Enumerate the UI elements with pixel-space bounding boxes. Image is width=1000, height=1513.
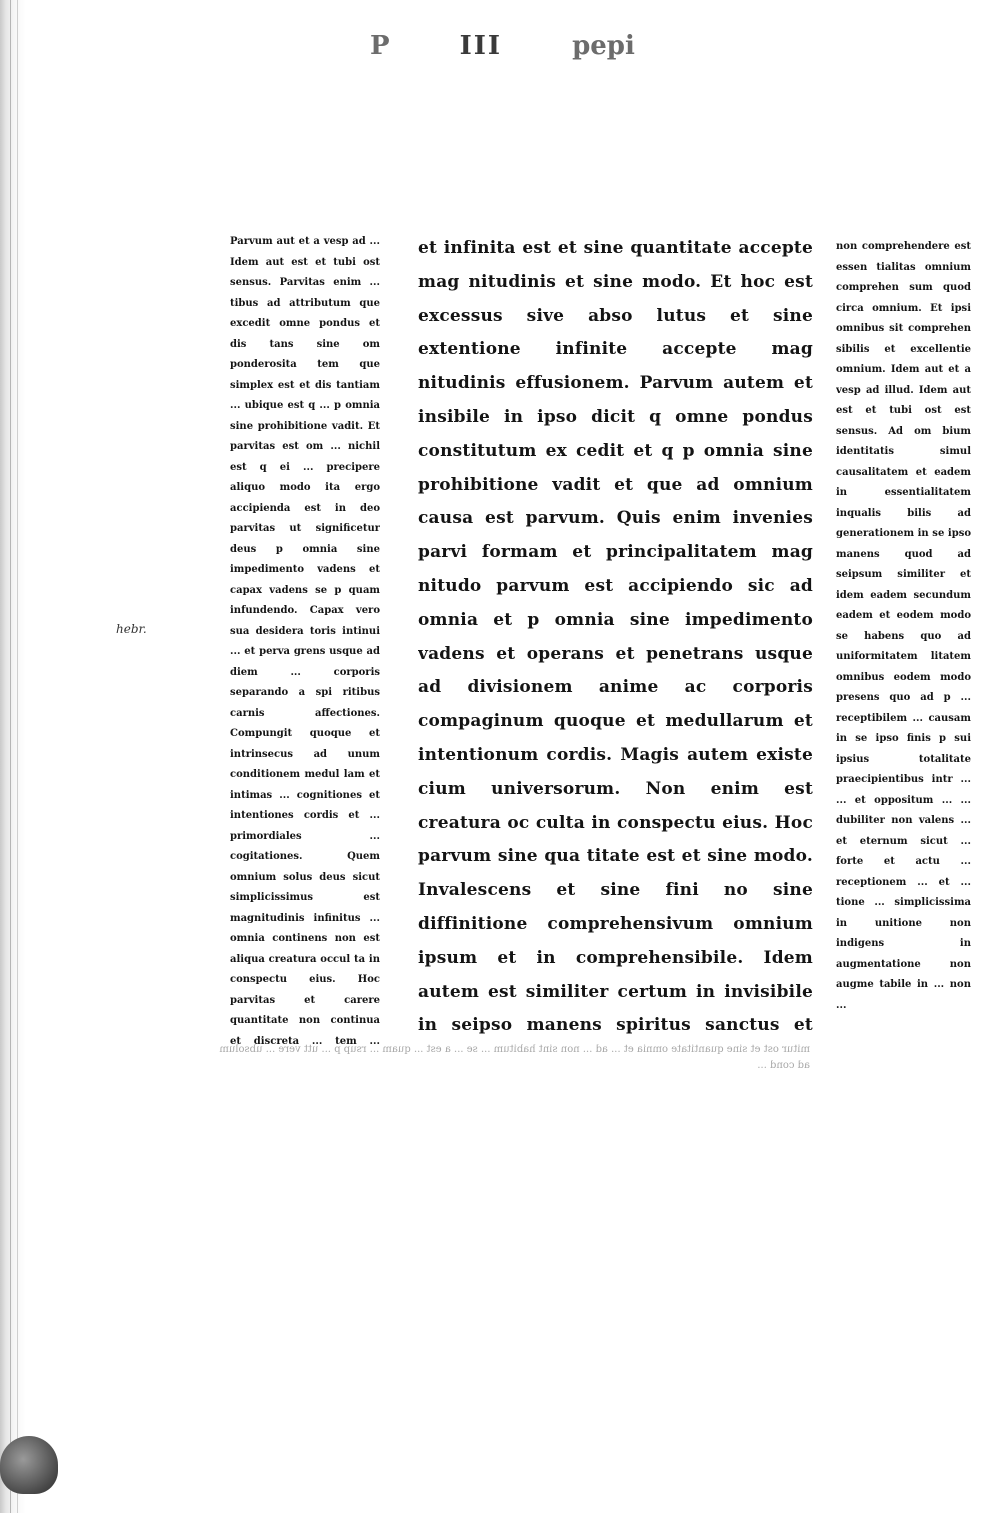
page-edge-line [10, 0, 11, 1513]
bleed-through-text: mitur ost et sine quantitate omnia et ... ad ... non sint habitum ... se ... a est ... quam ... rsup p ... utt vere ... ubsolum ad cond ... [219, 1044, 810, 1071]
main-text: et infinita est et sine quantitate accepte mag nitudinis et sine modo. Et hoc est excessus sive abso lutus et sine extentione infinite accepte mag nitudinis effusionem. Parvum autem et insibile in ipso dicit q omne pondus constitutum ex cedit et q p omnia sine prohibitione vadit et que ad omnium causa est parvum. Quis enim invenies parvi formam et principalitatem mag nitudo parvum est accipiendo sic ad omnia et p omnia sine impedimento vadens et operans et penetrans usque ad divisionem anime ac corporis compaginum quoque et medullarum et intentionum cordis. Magis autem existe cium universorum. Non enim est creatura oc culta in conspectu eius. Hoc parvum sine qua titate est et sine modo. Invalescens et sine fini no sine diffinitione comprehensivum omnium ipsum et in comprehensibile. Idem autem est similiter certum in invisibile in seipso manens spiritus sanctus et [418, 238, 813, 1036]
marginal-note: hebr. [116, 622, 147, 636]
right-gloss-text: non comprehendere est essen tialitas omnium comprehen sum quod circa omnium. Et ipsi omnibus sit comprehen sibilis et excellentie omnium. Idem aut et a vesp ad illud. Idem aut est et tubi ost est sensus. Ad om bium identitatis simul causalitatem et eadem in essentialitatem inqualis bilis ad generationem in se ipso manens quod ad seipsum similiter et idem eadem secundum eadem et eodem modo se habens quo ad uniformitatem litatem omnibus eodem modo presens quo ad p ... receptibilem ... causam in se ipso finis p sui ipsius totalitate praecipientibus intr ... ... et oppositum ... ... dubiliter non valens ... et eternum sicut ... forte et actu ... receptionem ... et ... tione ... simplicissima in unitione non indigens in augmentatione non augme tabile in ... non ... [836, 241, 971, 1011]
thumb-shadow [0, 1436, 58, 1494]
main-text-column [418, 232, 813, 1040]
left-gloss-text: Parvum aut et a vesp ad ... Idem aut est et tubi ost sensus. Parvitas enim ... tibus ad attributum que excedit omne pondus et dis tans sine om ponderosita tem que simplex est et dis tantiam ... ubique est q ... p omnia sine prohibitione vadit. Et parvitas est om ... nichil est q ei ... precipere aliquo modo ita ergo accipienda est in deo parvitas ut significetur deus p omnia sine impedimento vadens et capax vadens se p quam infundendo. Capax vero sua desidera toris intinui ... et perva grens usque ad diem ... corporis separando a spi ritibus carnis affectiones. Compungit quoque et intrinsecus ad unum conditionem medul lam et intimas ... cognitiones et intentiones cordis et ... primordiales ... cogitationes. Quem omnium solus deus sicut simplicissimus est magnitudinis infinitus ... omnia continens non est aliqua creatura occul ta in conspectu eius. Hoc parvitas et carere quantitate non continua et discreta ... tem ... [230, 236, 380, 1047]
left-gloss-column [230, 232, 380, 1054]
page-edge-line [17, 0, 18, 1513]
right-gloss-column [836, 237, 971, 1057]
header-left: P [370, 31, 390, 61]
folio-number: III [459, 31, 503, 61]
header-right: pepi [572, 31, 635, 61]
page-edge-shadow [0, 0, 26, 1513]
folio-header [370, 26, 730, 66]
